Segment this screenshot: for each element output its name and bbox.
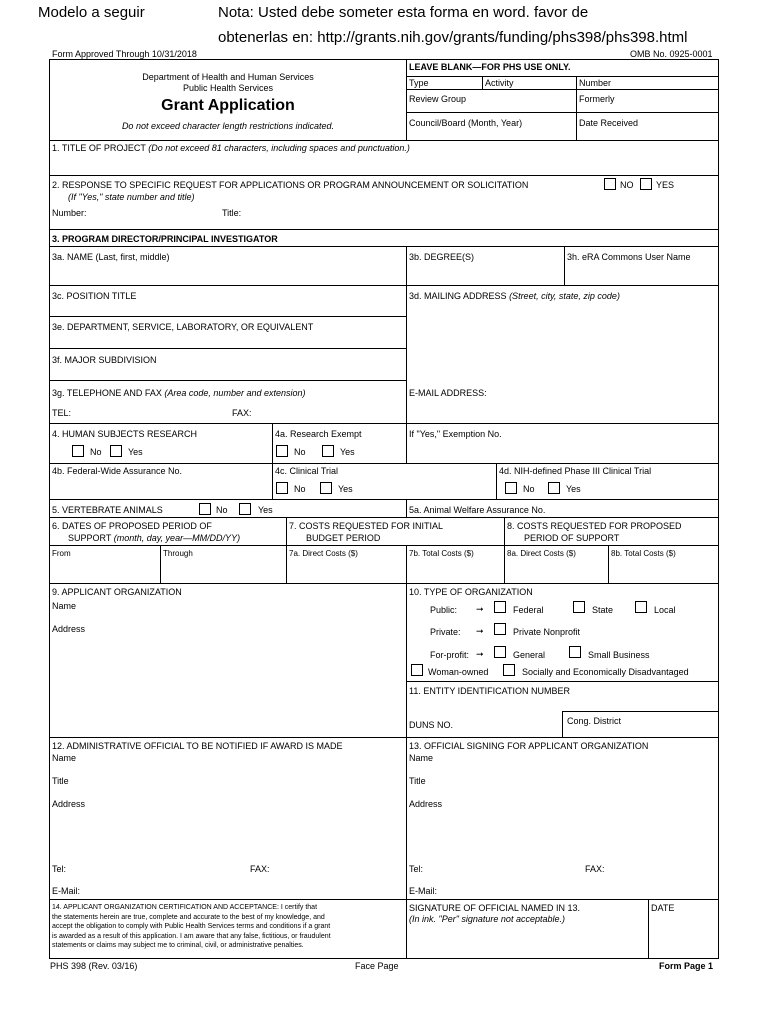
s11-label: 11. ENTITY IDENTIFICATION NUMBER <box>409 686 571 696</box>
nota-line1: Nota: Usted debe someter esta forma en word. favor de <box>218 4 589 21</box>
s5-yes-checkbox[interactable] <box>239 503 251 515</box>
s10-small-business-label: Small Business <box>588 650 650 660</box>
s11-cong-district-field[interactable]: Cong. District <box>567 716 622 726</box>
s4c-label: 4c. Clinical Trial <box>275 466 339 476</box>
s4c-yes-label: Yes <box>338 484 353 494</box>
s10-private-label: Private: <box>430 627 461 637</box>
s2-number-field[interactable]: Number: <box>52 208 87 218</box>
s3-fax-field[interactable]: FAX: <box>232 408 252 418</box>
s3f-subdivision-field[interactable]: 3f. MAJOR SUBDIVISION <box>52 355 157 365</box>
s4a-yes-label: Yes <box>340 447 355 457</box>
s12-label: 12. ADMINISTRATIVE OFFICIAL TO BE NOTIFIED IF AWARD IS MADE <box>52 741 343 751</box>
s4c-no-label: No <box>294 484 306 494</box>
s4-exemption-field[interactable]: If "Yes," Exemption No. <box>409 429 502 439</box>
s3c-position-field[interactable]: 3c. POSITION TITLE <box>52 291 137 301</box>
s10-woman-owned-checkbox[interactable] <box>411 664 423 676</box>
s4d-yes-checkbox[interactable] <box>548 482 560 494</box>
header-note: Do not exceed character length restrictions indicated. <box>121 121 335 131</box>
arrow-right-icon: ➞ <box>476 604 484 614</box>
s9-address-field[interactable]: Address <box>52 624 86 634</box>
s12-name-field[interactable]: Name <box>52 753 77 763</box>
s13-email-field[interactable]: E-Mail: <box>409 886 438 896</box>
s7a-direct-field[interactable]: 7a. Direct Costs ($) <box>289 549 358 558</box>
s10-general-label: General <box>513 650 546 660</box>
s4-yes-checkbox[interactable] <box>110 445 122 457</box>
s10-state-checkbox[interactable] <box>573 601 585 613</box>
s10-federal-label: Federal <box>513 605 544 615</box>
s5-label: 5. VERTEBRATE ANIMALS <box>52 505 163 515</box>
s10-public-label: Public: <box>430 605 458 615</box>
s4b-fwa-field[interactable]: 4b. Federal-Wide Assurance No. <box>52 466 183 476</box>
form-approved: Form Approved Through 10/31/2018 <box>52 49 197 59</box>
activity-field[interactable]: Activity <box>485 78 514 88</box>
s10-state-label: State <box>592 605 614 615</box>
s12-fax-field[interactable]: FAX: <box>250 864 270 874</box>
s14-date-field[interactable]: DATE <box>651 903 675 913</box>
s3-header: 3. PROGRAM DIRECTOR/PRINCIPAL INVESTIGATOR <box>52 234 278 244</box>
s2-yes-label: YES <box>656 180 675 190</box>
s4a-label: 4a. Research Exempt <box>275 429 362 439</box>
form-title: Grant Application <box>161 97 295 114</box>
s10-general-checkbox[interactable] <box>494 646 506 658</box>
s12-title-field[interactable]: Title <box>52 776 69 786</box>
s10-private-np-label: Private Nonprofit <box>513 627 581 637</box>
s11-duns-field[interactable]: DUNS NO. <box>409 720 454 730</box>
s10-private-np-checkbox[interactable] <box>494 623 506 635</box>
s10-label: 10. TYPE OF ORGANIZATION <box>409 587 533 597</box>
phs-text: Public Health Services <box>182 83 274 93</box>
s8-label-line2: PERIOD OF SUPPORT <box>524 533 620 543</box>
s4-label: 4. HUMAN SUBJECTS RESEARCH <box>52 429 198 439</box>
s3a-name-field[interactable]: 3a. NAME (Last, first, middle) <box>52 252 170 262</box>
s10-federal-checkbox[interactable] <box>494 601 506 613</box>
s10-small-business-checkbox[interactable] <box>569 646 581 658</box>
s12-email-field[interactable]: E-Mail: <box>52 886 81 896</box>
s7-label-line1: 7. COSTS REQUESTED FOR INITIAL <box>289 521 444 531</box>
s3g-phone-label: 3g. TELEPHONE AND FAX (Area code, number and extension) <box>52 388 306 398</box>
type-field[interactable]: Type <box>409 78 429 88</box>
s6-label-line1: 6. DATES OF PROPOSED PERIOD OF <box>52 521 212 531</box>
council-field[interactable]: Council/Board (Month, Year) <box>409 118 523 128</box>
review-group-field[interactable]: Review Group <box>409 94 467 104</box>
s10-disadvantaged-checkbox[interactable] <box>503 664 515 676</box>
s4c-no-checkbox[interactable] <box>276 482 288 494</box>
s14-cert-line: statements or claims may subject me to criminal, civil, or administrative penalties. <box>52 942 304 949</box>
s4a-no-checkbox[interactable] <box>276 445 288 457</box>
formerly-field[interactable]: Formerly <box>579 94 615 104</box>
date-received-field[interactable]: Date Received <box>579 118 639 128</box>
s2-title-field[interactable]: Title: <box>222 208 242 218</box>
s13-fax-field[interactable]: FAX: <box>585 864 605 874</box>
s13-tel-field[interactable]: Tel: <box>409 864 424 874</box>
s4a-no-label: No <box>294 447 306 457</box>
s4d-label: 4d. NIH-defined Phase III Clinical Trial <box>499 466 652 476</box>
s5-no-checkbox[interactable] <box>199 503 211 515</box>
s8a-direct-field[interactable]: 8a. Direct Costs ($) <box>507 549 576 558</box>
s9-label: 9. APPLICANT ORGANIZATION <box>52 587 182 597</box>
s4-yes-label: Yes <box>128 447 143 457</box>
s9-name-field[interactable]: Name <box>52 601 77 611</box>
omb-number: OMB No. 0925-0001 <box>630 49 713 59</box>
s14-signature-field[interactable]: SIGNATURE OF OFFICIAL NAMED IN 13. <box>409 903 581 913</box>
s3d-address-field[interactable]: 3d. MAILING ADDRESS (Street, city, state, zip code) <box>409 291 620 301</box>
s3e-department-field[interactable]: 3e. DEPARTMENT, SERVICE, LABORATORY, OR EQUIVALENT <box>52 322 314 332</box>
s8-label-line1: 8. COSTS REQUESTED FOR PROPOSED <box>507 521 682 531</box>
s10-forprofit-label: For-profit: <box>430 650 470 660</box>
s2-hint: (If "Yes," state number and title) <box>68 192 195 202</box>
s14-signature-hint: (In ink. "Per" signature not acceptable.) <box>409 914 565 924</box>
s8b-total-field[interactable]: 8b. Total Costs ($) <box>611 549 676 558</box>
s5-yes-label: Yes <box>258 505 273 515</box>
s14-cert-line: the statements herein are true, complete and accurate to the best of my knowledge, and <box>52 913 325 921</box>
s6-label-line2: SUPPORT (month, day, year—MM/DD/YY) <box>68 533 241 543</box>
leave-blank-label: LEAVE BLANK—FOR PHS USE ONLY. <box>409 62 571 72</box>
s2-no-checkbox[interactable] <box>604 178 616 190</box>
s10-local-label: Local <box>654 605 676 615</box>
s4a-yes-checkbox[interactable] <box>322 445 334 457</box>
s5a-animal-welfare-field[interactable]: 5a. Animal Welfare Assurance No. <box>409 505 546 515</box>
s3b-degree-field[interactable]: 3b. DEGREE(S) <box>409 252 475 262</box>
s4c-yes-checkbox[interactable] <box>320 482 332 494</box>
s4d-no-checkbox[interactable] <box>505 482 517 494</box>
s10-woman-owned-label: Woman-owned <box>428 667 489 677</box>
s12-tel-field[interactable]: Tel: <box>52 864 67 874</box>
s2-yes-checkbox[interactable] <box>640 178 652 190</box>
s4-no-checkbox[interactable] <box>72 445 84 457</box>
s13-name-field[interactable]: Name <box>409 753 434 763</box>
dept-text: Department of Health and Human Services <box>142 72 314 82</box>
s3-tel-field[interactable]: TEL: <box>52 408 72 418</box>
s4d-no-label: No <box>523 484 535 494</box>
s5-no-label: No <box>216 505 228 515</box>
s4-no-label: No <box>90 447 102 457</box>
s13-address-field[interactable]: Address <box>409 799 443 809</box>
form-page-number: Form Page 1 <box>659 961 714 971</box>
s4d-yes-label: Yes <box>566 484 581 494</box>
s3-email-field[interactable]: E-MAIL ADDRESS: <box>409 388 487 398</box>
nota-line2: obtenerlas en: http://grants.nih.gov/grants/funding/phs398/phs398.html <box>218 29 688 46</box>
s13-label: 13. OFFICIAL SIGNING FOR APPLICANT ORGANIZATION <box>409 741 649 751</box>
face-page-label: Face Page <box>355 961 399 971</box>
s6-through-field[interactable]: Through <box>163 549 193 558</box>
s1-title-field[interactable]: 1. TITLE OF PROJECT (Do not exceed 81 characters, including spaces and punctuation.) <box>52 143 410 153</box>
s2-label: 2. RESPONSE TO SPECIFIC REQUEST FOR APPLICATIONS OR PROGRAM ANNOUNCEMENT OR SOLICITATION <box>52 180 529 190</box>
s14-cert-line: accept the obligation to comply with Public Health Services terms and conditions if a grant <box>52 923 331 930</box>
s10-disadvantaged-label: Socially and Economically Disadvantaged <box>522 667 689 677</box>
arrow-right-icon: ➞ <box>476 626 484 636</box>
s7-label-line2: BUDGET PERIOD <box>306 533 381 543</box>
s14-cert-line: 14. APPLICANT ORGANIZATION CERTIFICATION AND ACCEPTANCE: I certify that <box>52 904 318 911</box>
modelo-text: Modelo a seguir <box>38 4 145 21</box>
number-field[interactable]: Number <box>579 78 612 88</box>
s14-cert-line: is awarded as a result of this application. I am aware that any false, fictitious, or fraudulent <box>52 932 331 940</box>
s12-address-field[interactable]: Address <box>52 799 86 809</box>
s7b-total-field[interactable]: 7b. Total Costs ($) <box>409 549 474 558</box>
s13-title-field[interactable]: Title <box>409 776 426 786</box>
s2-no-label: NO <box>620 180 634 190</box>
form-number: PHS 398 (Rev. 03/16) <box>50 961 138 971</box>
s6-from-field[interactable]: From <box>52 549 71 558</box>
arrow-right-icon: ➞ <box>476 649 484 659</box>
s3h-era-field[interactable]: 3h. eRA Commons User Name <box>567 252 691 262</box>
s10-local-checkbox[interactable] <box>635 601 647 613</box>
